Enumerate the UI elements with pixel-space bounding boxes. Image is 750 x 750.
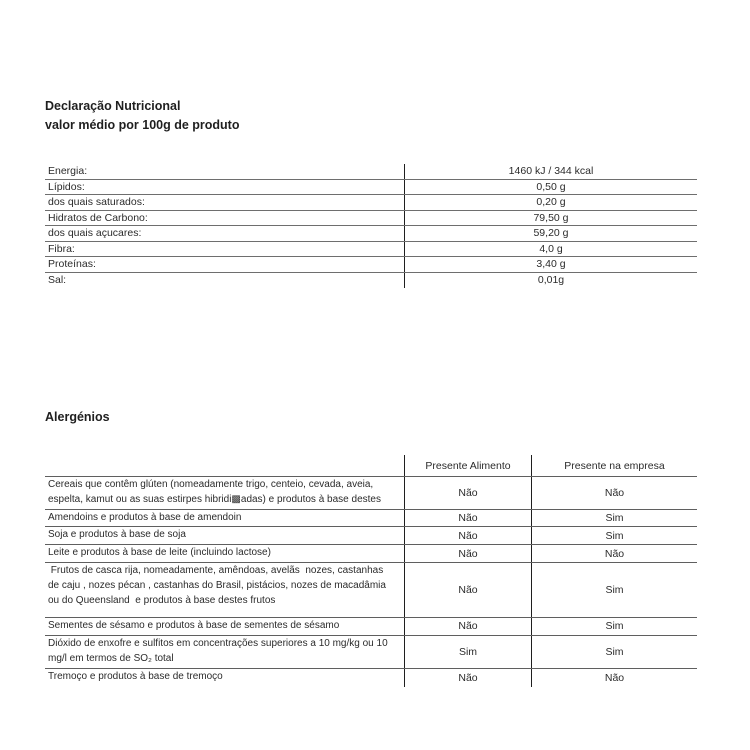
nutrient-value: 0,01g — [404, 273, 697, 289]
nutrient-value: 4,0 g — [404, 242, 697, 257]
allergen-present-food: Sim — [404, 636, 531, 668]
allergen-row — [45, 669, 697, 687]
allergen-name: Soja e produtos à base de soja — [48, 529, 186, 541]
allergen-row — [45, 618, 697, 636]
allergen-present-company: Sim — [531, 563, 697, 617]
allergen-present-food: Não — [404, 618, 531, 635]
allergen-name: Cereais que contêm glúten (nomeadamente trigo, centeio, cevada, aveia, espelta, kamut ou as suas estirpes hibridi▩adas) e produtos à base destes — [48, 479, 381, 505]
allergen-present-company: Sim — [531, 636, 697, 668]
nutrient-label: Sal: — [48, 273, 67, 286]
allergen-present-food: Não — [404, 477, 531, 509]
nutrition-row — [45, 242, 697, 258]
nutrition-heading — [45, 97, 239, 135]
allergen-present-company: Não — [531, 545, 697, 562]
allergen-row — [45, 636, 697, 669]
allergens-heading — [45, 408, 110, 427]
nutrient-label: Fibra: — [48, 242, 75, 255]
allergen-present-company: Não — [531, 477, 697, 509]
allergen-present-food: Não — [404, 545, 531, 562]
nutrition-title: Declaração Nutricional — [45, 99, 181, 113]
allergen-present-food: Não — [404, 527, 531, 544]
nutrient-label: dos quais saturados: — [48, 196, 145, 208]
allergen-row — [45, 545, 697, 563]
allergens-title: Alergénios — [45, 410, 110, 424]
allergen-row — [45, 510, 697, 528]
col-header-present-company: Presente na empresa — [531, 455, 697, 476]
allergen-row — [45, 563, 697, 618]
allergen-present-food: Não — [404, 669, 531, 687]
allergen-present-company: Sim — [531, 618, 697, 635]
nutrition-row — [45, 257, 697, 273]
nutrient-value: 1460 kJ / 344 kcal — [404, 164, 697, 179]
nutrient-value: 0,50 g — [404, 180, 697, 195]
allergen-name: Frutos de casca rija, nomeadamente, amêndoas, avelãs nozes, castanhas de caju , nozes pécan , castanhas do Brasil, pistácios, nozes de macadâmia ou do Queensland e produtos à base destes frutos — [48, 564, 389, 606]
nutrient-value: 3,40 g — [404, 257, 697, 272]
nutrient-label: Hidratos de Carbono: — [48, 211, 148, 224]
allergen-name: Leite e produtos à base de leite (incluindo lactose) — [48, 547, 271, 559]
nutrition-row — [45, 273, 697, 289]
allergens-header-row — [45, 455, 697, 477]
allergen-present-company: Não — [531, 669, 697, 687]
allergen-name: Amendoins e produtos à base de amendoin — [48, 511, 242, 523]
allergen-name: Tremoço e produtos à base de tremoço — [48, 670, 223, 682]
nutrition-row — [45, 211, 697, 227]
allergen-present-company: Sim — [531, 527, 697, 544]
allergen-name: Dióxido de enxofre e sulfitos em concentrações superiores a 10 mg/kg ou 10 mg/l em termos de SO₂ total — [48, 637, 391, 664]
nutrient-value: 59,20 g — [404, 226, 697, 241]
allergen-name: Sementes de sésamo e produtos à base de sementes de sésamo — [48, 619, 340, 631]
allergen-row — [45, 527, 697, 545]
nutrition-row — [45, 226, 697, 242]
nutrition-row — [45, 180, 697, 196]
nutrition-row — [45, 195, 697, 211]
allergen-name-header — [45, 455, 404, 476]
allergen-present-food: Não — [404, 563, 531, 617]
allergen-row — [45, 477, 697, 510]
allergen-present-food: Não — [404, 510, 531, 527]
nutrient-label: Proteínas: — [48, 258, 96, 270]
nutrient-label: dos quais açucares: — [48, 227, 142, 239]
nutrition-subtitle: valor médio por 100g de produto — [45, 118, 240, 132]
nutrient-value: 0,20 g — [404, 195, 697, 210]
nutrient-label: Lípidos: — [48, 180, 85, 193]
nutrient-label: Energia: — [48, 165, 88, 177]
col-header-present-food: Presente Alimento — [404, 455, 531, 476]
nutrient-value: 79,50 g — [404, 211, 697, 226]
allergen-present-company: Sim — [531, 510, 697, 527]
allergens-table — [45, 455, 697, 687]
nutrition-table — [45, 164, 697, 288]
nutrition-row — [45, 164, 697, 180]
